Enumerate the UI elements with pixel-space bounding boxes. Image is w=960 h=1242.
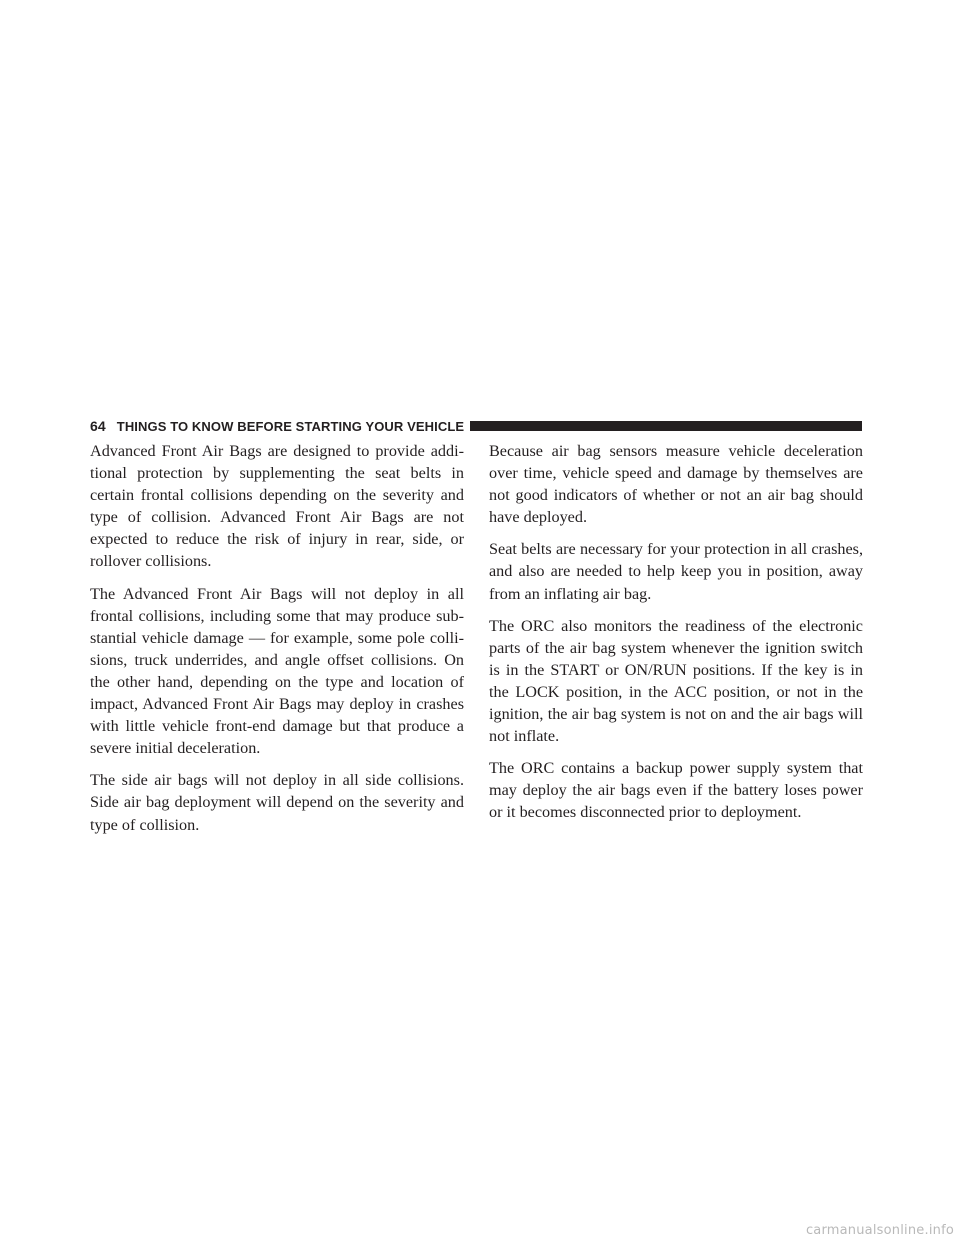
paragraph: Seat belts are necessary for your protection in all crashes, and also are needed to help keep you in position, away from an inflating air bag. — [489, 540, 863, 603]
header-rule — [470, 421, 862, 431]
left-column — [90, 440, 464, 846]
page-header — [90, 418, 862, 434]
paragraph: The ORC contains a backup power supply system that may deploy the air bags even if the battery loses power or it becomes disconnected prior to deployment. — [489, 759, 863, 822]
paragraph: The side air bags will not deploy in all side collisions. Side air bag deployment will depend on the severity and type of collision. — [90, 771, 464, 834]
page-number: 64 — [90, 418, 106, 434]
paragraph: Because air bag sensors measure vehicle deceleration over time, vehicle speed and damage by themselves are not good indicators of whether or not an air bag should have deployed. — [489, 442, 863, 527]
paragraph: The ORC also monitors the readiness of the electronic parts of the air bag system whenever the ignition switch is in the START or ON/RUN positions. If the key is in the LOCK position, in the ACC position, or not in the ignition, the air bag system is not on and the air bags will not inflate. — [489, 616, 863, 746]
watermark[interactable]: carmanualsonline.info — [805, 1223, 954, 1238]
paragraph: Advanced Front Air Bags are designed to provide additional protection by supplementing the seat belts in certain frontal collisions depending on the severity and type of collision. Advanced Front Air Bags are not expected to reduce the risk of injury in rear, side, or rollover collisions. — [90, 442, 464, 571]
right-column — [489, 440, 863, 834]
section-title: THINGS TO KNOW BEFORE STARTING YOUR VEHICLE — [116, 418, 465, 434]
paragraph: The Advanced Front Air Bags will not deploy in all frontal collisions, including some that may produce substantial vehicle damage — for example, some pole collisions, truck underrides, and angle offset collisions. On the other hand, depending on the type and location of impact, Advanced Front Air Bags may deploy in crashes with little vehicle front-end damage but that produce a severe initial deceleration. — [90, 584, 464, 758]
